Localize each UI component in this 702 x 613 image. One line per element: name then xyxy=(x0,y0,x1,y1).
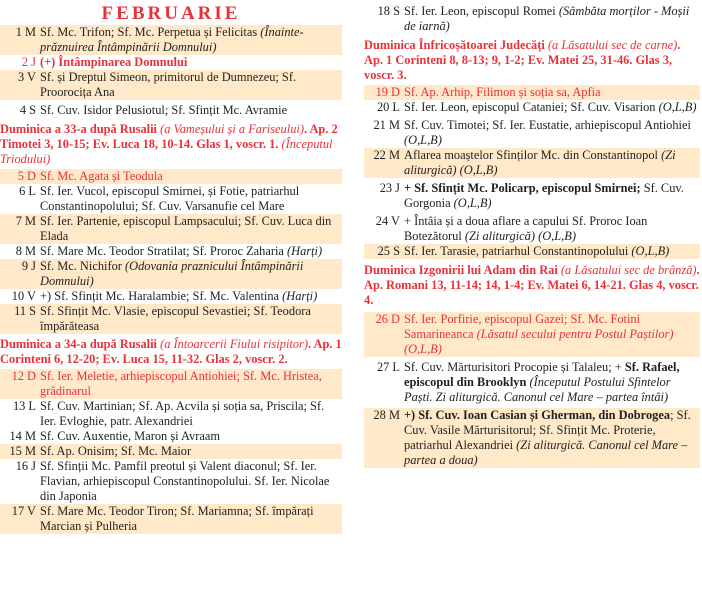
day-row-11 xyxy=(0,304,342,334)
day-row-5 xyxy=(0,169,342,184)
day-label: 1 M xyxy=(15,25,36,39)
day-label: 14 M xyxy=(9,429,36,443)
day-label: 22 M xyxy=(373,148,400,162)
day-row-3 xyxy=(0,70,342,100)
day-label: 3 V xyxy=(17,70,36,84)
day-label: 11 S xyxy=(14,304,36,318)
day-label: 4 S xyxy=(19,103,36,117)
day-text: Sf. Mare Mc. Teodor Stratilat; Sf. Proroc Zaharia (Harți) xyxy=(40,244,323,258)
day-row-15 xyxy=(0,444,342,459)
day-row-26 xyxy=(364,312,700,357)
day-text: +) Sf. Sfințit Mc. Haralambie; Sf. Mc. Valentina (Harți) xyxy=(40,289,318,303)
day-text: (+) Întâmpinarea Domnului xyxy=(40,55,188,69)
day-label: 26 D xyxy=(375,312,400,326)
day-text: Sf. Ier. Meletie, arhiepiscopul Antiohiei; Sf. Mc. Hristea, grădinarul xyxy=(40,369,322,398)
day-row-1 xyxy=(0,25,342,55)
day-row-7 xyxy=(0,214,342,244)
day-text: Sf. Ier. Leon, episcopul Cataniei; Sf. Cuv. Visarion (O,L,B) xyxy=(404,100,697,114)
day-text: Sf. Sfințit Mc. Vlasie, episcopul Sevastiei; Sf. Teodora împărăteasa xyxy=(40,304,311,333)
day-label: 21 M xyxy=(373,118,400,132)
day-row-10 xyxy=(0,289,342,304)
day-text: Aflarea moaștelor Sfinților Mc. din Constantinopol (Zi aliturgică) (O,L,B) xyxy=(404,148,676,177)
day-text: +) Sf. Cuv. Ioan Casian și Gherman, din Dobrogea; Sf. Cuv. Vasile Mărturisitorul; Sf. Sfințit Mc. Proterie, patriarhul Alexandriei (Zi aliturgică. Canonul cel Mare – partea a doua) xyxy=(404,408,691,467)
day-text: Sf. Ap. Arhip, Filimon și soția sa, Apfia xyxy=(404,85,601,99)
day-text: + Întâia și a doua aflare a capului Sf. Proroc Ioan Botezătorul (Zi aliturgică) (O,L,B) xyxy=(404,214,648,243)
day-label: 23 J xyxy=(379,181,400,195)
day-row-27 xyxy=(364,360,700,405)
day-text: Sf. Cuv. Mărturisitori Procopie și Talaleu; + Sf. Rafael, episcopul din Brooklyn (Începutul Postului Sfintelor Paști. Zi aliturgică. Canonul cel Mare – partea întâi) xyxy=(404,360,680,404)
day-text: Sf. Mare Mc. Teodor Tiron; Sf. Mariamna; Sf. împărați Marcian și Pulheria xyxy=(40,504,314,533)
day-text: Sf. Mc. Nichifor (Odovania praznicului Întâmpinării Domnului) xyxy=(40,259,304,288)
day-label: 28 M xyxy=(373,408,400,422)
day-text: Sf. Ier. Vucol, episcopul Smirnei, și Fotie, patriarhul Constantinopolului; Sf. Cuv. Varsanufie cel Mare xyxy=(40,184,300,213)
day-row-18 xyxy=(364,4,700,34)
month-title: FEBRUARIE xyxy=(101,3,241,24)
day-text: Sf. Cuv. Timotei; Sf. Ier. Eustatie, arhiepiscopul Antiohiei (O,L,B) xyxy=(404,118,691,147)
day-row-9 xyxy=(0,259,342,289)
day-text: Sf. Mc. Trifon; Sf. Mc. Perpetua și Felicitas (Înainte-prăznuirea Întâmpinării Domnului) xyxy=(40,25,304,54)
day-label: 2 J xyxy=(21,55,36,69)
day-text: Sf. Ap. Onisim; Sf. Mc. Maior xyxy=(40,444,192,458)
left-column xyxy=(0,0,342,534)
day-label: 19 D xyxy=(375,85,400,99)
day-row-12 xyxy=(0,369,342,399)
day-row-8 xyxy=(0,244,342,259)
day-label: 6 L xyxy=(19,184,36,198)
day-row-19 xyxy=(364,85,700,100)
day-row-28 xyxy=(364,408,700,468)
sunday-heading-4: Duminica Izgonirii lui Adam din Rai (a Lăsatului sec de brânză). Ap. Romani 13, 11-14; 14, 1-4; Ev. Matei 6, 14-21. Glas 4, voscr. 4. xyxy=(364,263,700,307)
day-row-20 xyxy=(364,100,700,115)
day-row-2 xyxy=(0,55,342,70)
sunday-heading-2: Duminica a 34-a după Rusalii (a Întoarcerii Fiului risipitor). Ap. 1 Corinteni 6, 12-20; Ev. Luca 15, 11-32. Glas 2, voscr. 2. xyxy=(0,337,342,366)
day-label: 18 S xyxy=(377,4,400,18)
day-label: 5 D xyxy=(17,169,36,183)
day-text: Sf. Sfinții Mc. Pamfil preotul și Valent diaconul; Sf. Ier. Flavian, arhiepiscopul Constantinopolului. Sf. Ier. Nicolae din Japonia xyxy=(40,459,330,503)
day-label: 13 L xyxy=(12,399,36,413)
day-label: 8 M xyxy=(15,244,36,258)
day-label: 16 J xyxy=(15,459,36,473)
day-row-22 xyxy=(364,148,700,178)
day-text: Sf. Cuv. Isidor Pelusiotul; Sf. Sfințit Mc. Avramie xyxy=(40,103,288,117)
day-row-21 xyxy=(364,118,700,148)
day-row-17 xyxy=(0,504,342,534)
day-label: 20 L xyxy=(376,100,400,114)
day-label: 9 J xyxy=(21,259,36,273)
day-text: Sf. Cuv. Auxentie, Maron și Avraam xyxy=(40,429,220,443)
day-label: 7 M xyxy=(15,214,36,228)
day-label: 17 V xyxy=(11,504,36,518)
day-text: Sf. și Dreptul Simeon, primitorul de Dumnezeu; Sf. Proorocița Ana xyxy=(40,70,297,99)
day-text: Sf. Ier. Leon, episcopul Romei (Sâmbăta morților - Moșii de iarnă) xyxy=(404,4,690,33)
day-text: + Sf. Sfințit Mc. Policarp, episcopul Smirnei; Sf. Cuv. Gorgonia (O,L,B) xyxy=(404,181,684,210)
day-label: 10 V xyxy=(11,289,36,303)
day-label: 25 S xyxy=(377,244,400,258)
sunday-heading-3: Duminica Înfricoșătoarei Judecăți (a Lăsatului sec de carne). Ap. 1 Corinteni 8, 8-13; 9, 1-2; Ev. Matei 25, 31-46. Glas 3, voscr. 3. xyxy=(364,38,681,82)
day-label: 27 L xyxy=(376,360,400,374)
day-row-13 xyxy=(0,399,342,429)
day-label: 24 V xyxy=(375,214,400,228)
day-row-16 xyxy=(0,459,342,504)
day-label: 12 D xyxy=(11,369,36,383)
day-text: Sf. Mc. Agata și Teodula xyxy=(40,169,163,183)
day-row-6 xyxy=(0,184,342,214)
day-text: Sf. Ier. Tarasie, patriarhul Constantinopolului (O,L,B) xyxy=(404,244,670,258)
day-row-4 xyxy=(0,103,342,118)
day-row-14 xyxy=(0,429,342,444)
day-row-23 xyxy=(364,181,700,211)
day-row-25 xyxy=(364,244,700,259)
right-column xyxy=(364,0,700,468)
day-text: Sf. Cuv. Martinian; Sf. Ap. Acvila și soția sa, Priscila; Sf. Ier. Evloghie, patr. Alexandriei xyxy=(40,399,325,428)
day-text: Sf. Ier. Porfirie, episcopul Gazei; Sf. Mc. Fotini Samarineanca (Lăsatul secului pentru Postul Paștilor) (O,L,B) xyxy=(404,312,674,356)
day-row-24 xyxy=(364,214,700,244)
sunday-heading-1: Duminica a 33-a după Rusalii (a Vameșului și a Fariseului). Ap. 2 Timotei 3, 10-15; Ev. Luca 18, 10-14. Glas 1, voscr. 1. (Începutul Triodului) xyxy=(0,122,338,166)
day-text: Sf. Ier. Partenie, episcopul Lampsacului; Sf. Cuv. Luca din Elada xyxy=(40,214,332,243)
day-label: 15 M xyxy=(9,444,36,458)
